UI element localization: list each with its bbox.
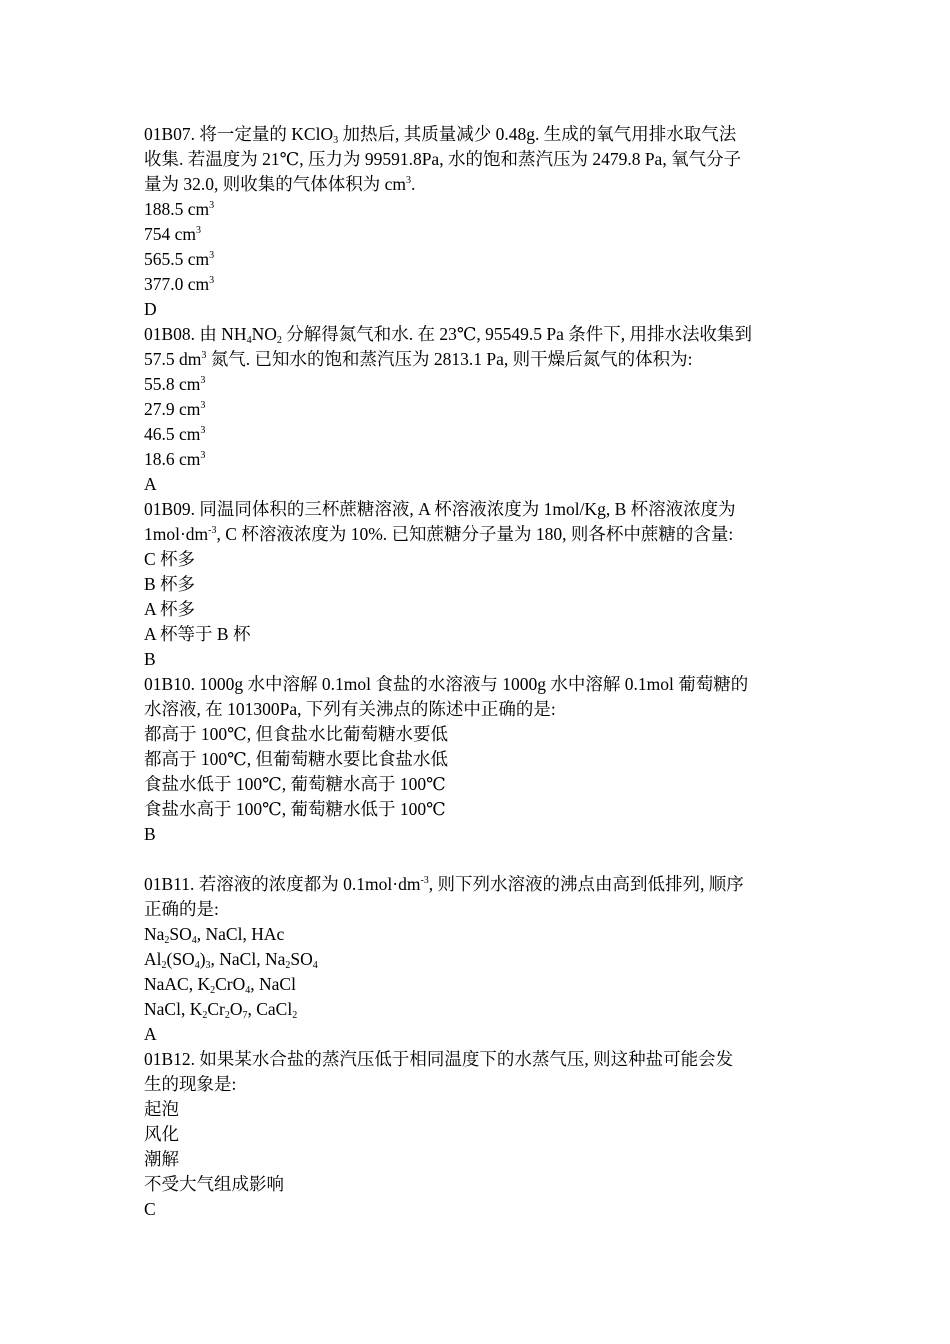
- answer-option: [144, 447, 814, 472]
- text-run: 不受大气组成影响: [144, 1174, 284, 1194]
- text-run: (SO: [166, 949, 195, 969]
- answer-option: [144, 722, 814, 747]
- text-run: , 则下列水溶液的沸点由高到低排列, 顺序: [428, 874, 744, 894]
- text-run: 风化: [144, 1124, 179, 1144]
- text-run: .: [411, 174, 416, 194]
- subscript-text: 2: [224, 1010, 230, 1021]
- answer-option: [144, 747, 814, 772]
- subscript-text: 4: [194, 960, 200, 971]
- text-run: 食盐水低于 100℃, 葡萄糖水高于 100℃: [144, 774, 446, 794]
- text-run: 正确的是:: [144, 899, 219, 919]
- answer-option: [144, 947, 814, 972]
- question-stem-line: [144, 872, 814, 897]
- answer-option: [144, 1122, 814, 1147]
- text-run: CrO: [215, 974, 246, 994]
- subscript-text: 2: [161, 960, 167, 971]
- text-run: B 杯多: [144, 574, 196, 594]
- supscript-text: 3: [201, 350, 207, 361]
- text-run: 27.9 cm: [144, 399, 201, 419]
- question-stem-line: [144, 1072, 814, 1097]
- subscript-text: 2: [292, 1010, 298, 1021]
- subscript-text: 2: [285, 960, 291, 971]
- text-run: 46.5 cm: [144, 424, 201, 444]
- question-01b12: [144, 1047, 814, 1222]
- answer-option: [144, 622, 814, 647]
- text-run: 57.5 dm: [144, 349, 202, 369]
- supscript-text: -3: [420, 875, 429, 886]
- text-run: C 杯多: [144, 549, 196, 569]
- supscript-text: 3: [200, 450, 206, 461]
- text-run: SO: [169, 924, 192, 944]
- text-run: 18.6 cm: [144, 449, 201, 469]
- text-run: ): [199, 949, 206, 969]
- text-run: , NaCl, Na: [210, 949, 286, 969]
- supscript-text: -3: [208, 525, 217, 536]
- correct-answer: B: [144, 649, 156, 669]
- question-stem-line: [144, 1047, 814, 1072]
- text-run: 377.0 cm: [144, 274, 210, 294]
- answer-option: [144, 772, 814, 797]
- text-run: , NaCl, HAc: [196, 924, 285, 944]
- answer-option: [144, 272, 814, 297]
- correct-answer: A: [144, 1024, 157, 1044]
- answer-option: [144, 422, 814, 447]
- answer-option: [144, 247, 814, 272]
- subscript-text: 4: [312, 960, 318, 971]
- answer-option: [144, 1097, 814, 1122]
- answer-option: [144, 972, 814, 997]
- text-run: 01B12. 如果某水合盐的蒸汽压低于相同温度下的水蒸气压, 则这种盐可能会发: [144, 1049, 734, 1069]
- text-run: 188.5 cm: [144, 199, 210, 219]
- text-run: 生的现象是:: [144, 1074, 237, 1094]
- question-01b10: [144, 672, 814, 847]
- text-run: 起泡: [144, 1099, 179, 1119]
- subscript-text: 4: [191, 935, 197, 946]
- question-stem-line: [144, 347, 814, 372]
- supscript-text: 3: [209, 250, 215, 261]
- text-run: , C 杯溶液浓度为 10%. 已知蔗糖分子量为 180, 则各杯中蔗糖的含量:: [216, 524, 734, 544]
- subscript-text: 2: [164, 935, 170, 946]
- text-run: NaCl, K: [144, 999, 203, 1019]
- text-run: 量为 32.0, 则收集的气体体积为 cm: [144, 174, 407, 194]
- text-run: 01B08. 由 NH: [144, 324, 247, 344]
- text-run: O: [229, 999, 243, 1019]
- question-stem-line: [144, 147, 814, 172]
- question-stem-line: [144, 122, 814, 147]
- answer-option: [144, 997, 814, 1022]
- text-run: 潮解: [144, 1149, 179, 1169]
- question-01b07: [144, 122, 814, 322]
- text-run: Al: [144, 949, 162, 969]
- question-stem-line: [144, 522, 814, 547]
- answer-option: [144, 597, 814, 622]
- supscript-text: 3: [200, 400, 206, 411]
- answer-option: [144, 1147, 814, 1172]
- text-run: Na: [144, 924, 165, 944]
- subscript-text: 3: [333, 135, 339, 146]
- text-run: 01B07. 将一定量的 KClO: [144, 124, 334, 144]
- text-run: 都高于 100℃, 但食盐水比葡萄糖水要低: [144, 724, 448, 744]
- text-run: 收集. 若温度为 21℃, 压力为 99591.8Pa, 水的饱和蒸汽压为 2479.8 Pa, 氧气分子: [144, 149, 742, 169]
- subscript-text: 2: [276, 335, 282, 346]
- text-run: 01B11. 若溶液的浓度都为 0.1mol·dm: [144, 874, 421, 894]
- answer-option: [144, 572, 814, 597]
- question-01b09: [144, 497, 814, 672]
- text-run: SO: [290, 949, 313, 969]
- text-run: , CaCl: [247, 999, 293, 1019]
- text-run: 都高于 100℃, 但葡萄糖水要比食盐水低: [144, 749, 448, 769]
- answer-option: [144, 222, 814, 247]
- text-run: NaAC, K: [144, 974, 211, 994]
- subscript-text: 2: [210, 985, 216, 996]
- subscript-text: 4: [245, 985, 251, 996]
- question-stem-line: [144, 697, 814, 722]
- text-run: 55.8 cm: [144, 374, 201, 394]
- text-run: A 杯等于 B 杯: [144, 624, 251, 644]
- answer-option: [144, 372, 814, 397]
- text-run: 食盐水高于 100℃, 葡萄糖水低于 100℃: [144, 799, 446, 819]
- answer-option: [144, 1172, 814, 1197]
- question-stem-line: [144, 672, 814, 697]
- supscript-text: 3: [209, 200, 215, 211]
- text-run: NO: [251, 324, 277, 344]
- question-stem-line: [144, 897, 814, 922]
- correct-answer: B: [144, 824, 156, 844]
- text-run: 氮气. 已知水的饱和蒸汽压为 2813.1 Pa, 则干燥后氮气的体积为:: [206, 349, 693, 369]
- text-run: 565.5 cm: [144, 249, 210, 269]
- text-run: 水溶液, 在 101300Pa, 下列有关沸点的陈述中正确的是:: [144, 699, 556, 719]
- text-run: A 杯多: [144, 599, 196, 619]
- text-run: 01B09. 同温同体积的三杯蔗糖溶液, A 杯溶液浓度为 1mol/Kg, B 杯溶液浓度为: [144, 499, 736, 519]
- question-stem-line: [144, 322, 814, 347]
- question-stem-line: [144, 497, 814, 522]
- subscript-text: 3: [205, 960, 211, 971]
- text-run: 01B10. 1000g 水中溶解 0.1mol 食盐的水溶液与 1000g 水中溶解 0.1mol 葡萄糖的: [144, 674, 749, 694]
- text-run: 分解得氮气和水. 在 23℃, 95549.5 Pa 条件下, 用排水法收集到: [281, 324, 753, 344]
- text-run: Cr: [207, 999, 225, 1019]
- text-run: 754 cm: [144, 224, 197, 244]
- blank-line: [144, 847, 814, 872]
- subscript-text: 4: [246, 335, 252, 346]
- supscript-text: 3: [406, 175, 412, 186]
- subscript-text: 7: [242, 1010, 248, 1021]
- answer-option: [144, 547, 814, 572]
- answer-option: [144, 397, 814, 422]
- correct-answer: D: [144, 299, 157, 319]
- question-01b08: [144, 322, 814, 497]
- text-run: , NaCl: [250, 974, 296, 994]
- supscript-text: 3: [200, 425, 206, 436]
- document-body: [144, 122, 814, 1222]
- correct-answer: C: [144, 1199, 156, 1219]
- correct-answer: A: [144, 474, 157, 494]
- answer-option: [144, 197, 814, 222]
- answer-option: [144, 797, 814, 822]
- text-run: 加热后, 其质量减少 0.48g. 生成的氧气用排水取气法: [338, 124, 737, 144]
- subscript-text: 2: [202, 1010, 208, 1021]
- answer-option: [144, 922, 814, 947]
- question-01b11: [144, 872, 814, 1047]
- text-run: 1mol·dm: [144, 524, 209, 544]
- supscript-text: 3: [200, 375, 206, 386]
- supscript-text: 3: [209, 275, 215, 286]
- supscript-text: 3: [196, 225, 202, 236]
- question-stem-line: [144, 172, 814, 197]
